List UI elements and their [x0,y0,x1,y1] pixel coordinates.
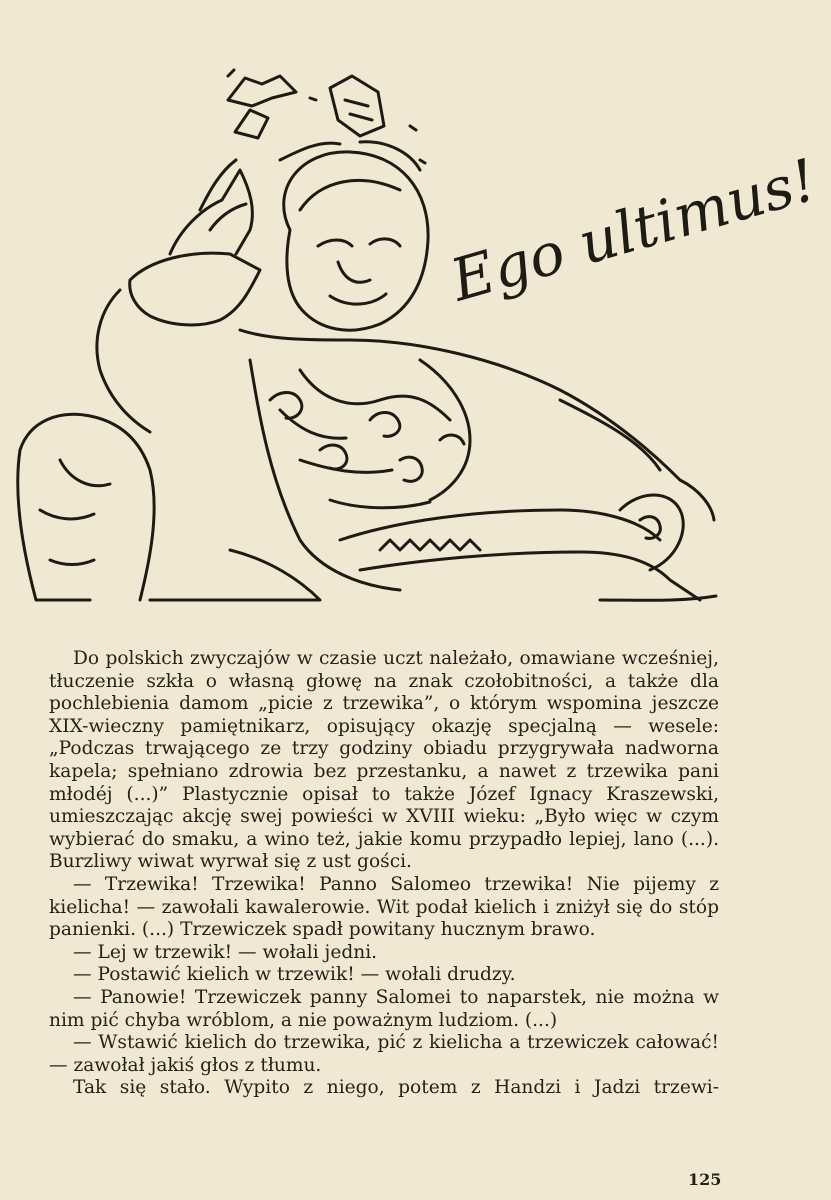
paragraph-4: — Postawić kielich w trzewik! — wołali drudzy. [73,964,516,986]
paragraph-7: Tak się stało. Wypito z niego, potem z Handzi i Jadzi trzewi- [73,1077,719,1099]
paragraph-2: — Trzewika! Trzewika! Panno Salomeo trzewika! Nie pijemy z kielicha! — zawołali kawalerowie. Wit podał kielich i zniżył się do stóp panienki. (...) Trzewiczek spadł powitany hucznym brawo. [49,873,719,941]
illustration-caption: Ego ultimus! [443,145,824,315]
drinking-nobleman-sketch-icon [0,40,831,620]
paragraph-1: Do polskich zwyczajów w czasie uczt należało, omawiane wcześniej, tłuczenie szkła o własną głowę na znak czołobitności, a także dla pochlebienia damom „picie z trzewika”, o którym wspomina jeszcze XIX-wieczny pamiętnikarz, opisujący okazję specjalną — wesele: „Podczas trwającego ze trzy godziny obiadu przygrywała nadworna kapela; spełniano zdrowia bez przestanku, a nawet z trzewika pani młodéj (...)” Plastycznie opisał to także Józef Ignacy Kraszewski, umieszczając akcję swej powieści w XVIII wieku: „Było więc w czym wybierać do smaku, a wino też, jakie komu przypadło lepiej, lano (...). Burzliwy wiwat wyrwał się z ust gości. [49,648,719,873]
body-text [49,648,719,1100]
paragraph-6: — Wstawić kielich do trzewika, pić z kielicha a trzewiczek całować! — zawołał jakiś głos z tłumu. [49,1032,719,1076]
illustration [0,40,831,620]
paragraph-3: — Lej w trzewik! — wołali jedni. [73,941,378,963]
paragraph-5: — Panowie! Trzewiczek panny Salomei to naparstek, nie można w nim pić chyba wróblom, a nie poważnym ludziom. (...) [49,986,719,1031]
page-number: 125 [688,1170,722,1189]
